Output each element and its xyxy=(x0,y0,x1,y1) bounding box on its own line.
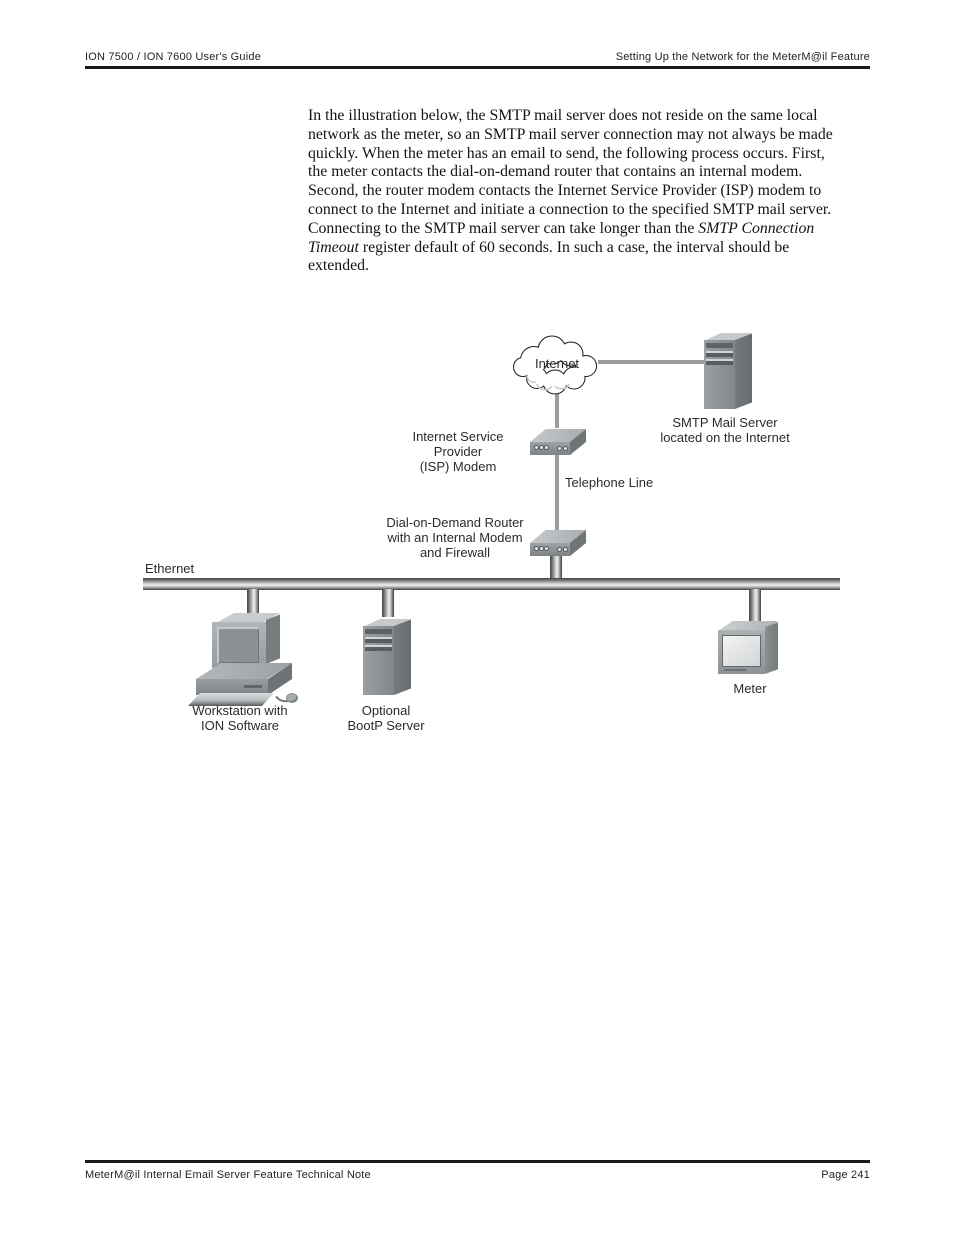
body-text-line: Timeout register default of 60 seconds. In such a case, the interval should be xyxy=(308,238,790,256)
header-left-title: ION 7500 / ION 7600 User's Guide xyxy=(85,51,262,63)
isp-modem-label: Internet Service Provider (ISP) Modem xyxy=(412,429,504,474)
meter-label: Meter xyxy=(733,681,767,696)
body-text-line: quickly. When the meter has an email to send, the following process occurs. First, xyxy=(308,144,825,162)
workstation-label: Workstation with ION Software xyxy=(192,703,288,733)
workstation-icon xyxy=(188,613,304,707)
bootp-server-icon xyxy=(363,612,413,696)
ethernet-label: Ethernet xyxy=(145,561,195,576)
telephone-line-connector xyxy=(555,452,559,530)
body-text-line: network as the meter, so an SMTP mail server connection may not always be made xyxy=(308,125,833,143)
bootp-server-label: Optional BootP Server xyxy=(347,703,425,733)
footer-left-title: MeterM@il Internal Email Server Feature Technical Note xyxy=(85,1169,371,1181)
internet-cloud-icon xyxy=(510,333,604,399)
body-text-line: Second, the router modem contacts the Internet Service Provider (ISP) modem to xyxy=(308,182,822,200)
body-text-line: In the illustration below, the SMTP mail server does not reside on the same local xyxy=(308,107,818,124)
header-right-title: Setting Up the Network for the MeterM@il Feature xyxy=(615,51,870,63)
smtp-server-icon xyxy=(704,326,754,410)
router-icon xyxy=(530,524,586,556)
telephone-line-label: Telephone Line xyxy=(565,475,654,490)
isp-modem-icon xyxy=(530,423,586,455)
smtp-server-label: SMTP Mail Server located on the Internet xyxy=(660,415,790,445)
body-text-line: the meter contacts the dial-on-demand router that contains an internal modem. xyxy=(308,163,803,181)
footer-right-page-number: Page 241 xyxy=(821,1169,870,1181)
footer-rule xyxy=(85,1160,870,1163)
body-text-line: connect to the Internet and initiate a connection to the specified SMTP mail server. xyxy=(308,200,832,218)
internet-label: Internet xyxy=(534,356,580,371)
body-text-line: extended. xyxy=(308,257,369,275)
cloud-to-server-connector xyxy=(598,360,706,364)
router-label: Dial-on-Demand Router with an Internal Modem and Firewall xyxy=(386,515,524,560)
meter-icon xyxy=(718,617,778,679)
body-text-line: Connecting to the SMTP mail server can take longer than the SMTP Connection xyxy=(308,219,815,237)
